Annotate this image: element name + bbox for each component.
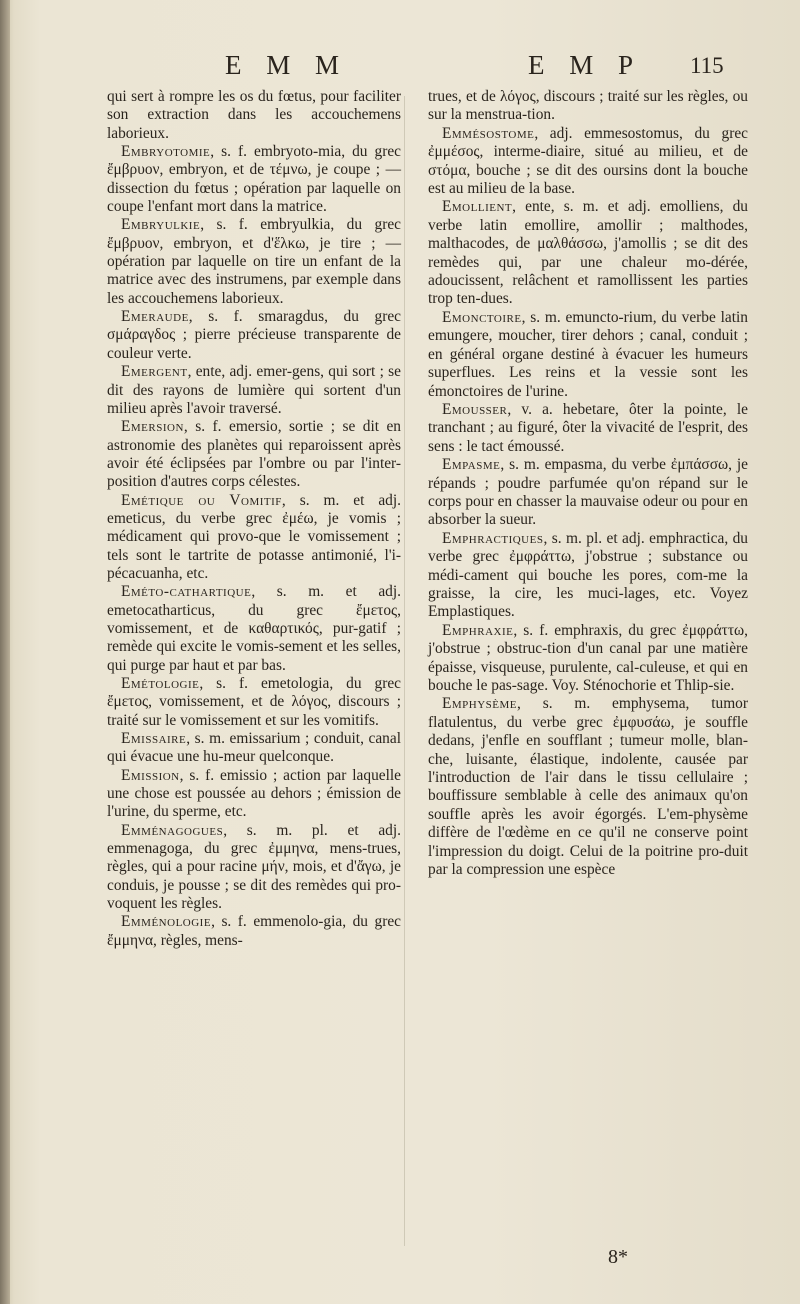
dictionary-entry [107, 675, 401, 730]
entry-text: , s. m. empasma, du verbe ἐμπάσσω, je répands ; poudre parfumée qu'on répand sur le corps pour en chasser la mauvaise odeur ou pour en absorber la sueur. [428, 456, 748, 529]
entry-text: , s. m. pl. et adj. emmenagoga, du grec ἐμμηνα, mens-trues, règles, qui a pour racine μήν, mois, et d'ἄγω, je conduis, je pousse ; se dit des remèdes qui pro-voquent les règles. [107, 821, 401, 913]
dictionary-entry [428, 695, 748, 879]
dictionary-entry [107, 913, 401, 950]
entry-text: , v. a. hebetare, ôter la pointe, le tranchant ; au figuré, ôter la vivacité de l'esprit, des sens : le tact émoussé. [428, 400, 748, 455]
entry-text: , s. m. emphysema, tumor flatulentus, du verbe grec ἐμφυσάω, je souffle dedans, j'enfle en soufflant ; tumeur molle, blan-che, luisante, élastique, indolente, causée par l'introduction de l'air dans le tissu cellulaire ; bouffissure semblable à celle des animaux qu'on souffle après les avoir égorgés. L'em-physème diffère de l'œdème en ce qu'il ne conserve point l'impression du doigt. Celui de la poitrine pro-duit par la compression une espèce [428, 695, 748, 879]
dictionary-entry [107, 767, 401, 822]
entry-text: , s. f. embryulkia, du grec ἔμβρυον, embryon, et d'ἕλκω, je tire ; — opération par laquelle on tire un enfant de la matrice avec des instrumens, par exemple dans les accouchemens laborieux. [107, 216, 401, 307]
dictionary-entry: trues, et de λόγος, discours ; traité sur les règles, ou sur la menstrua-tion. [428, 88, 748, 124]
entry-text: , s. f. emphraxis, du grec ἐμφράττω, j'obstrue ; obstruc-tion d'un canal par une matière épaisse, visqueuse, purulente, cal-culeuse, et qui en bouche le pas-sage. Voy. Sténochorie et Thlip-sie. [428, 621, 748, 694]
dictionary-entry [107, 418, 401, 491]
entry-headword: Emphraxie [442, 621, 514, 639]
dictionary-entry [107, 583, 401, 675]
entry-headword: Emétique ou Vomitif [121, 491, 282, 509]
dictionary-entry [107, 216, 401, 308]
dictionary-entry [107, 308, 401, 363]
dictionary-entry [428, 622, 748, 696]
entry-headword: Embryulkie [121, 216, 201, 234]
entry-headword: Embryotomie [121, 143, 211, 161]
entry-text: , ente, s. m. et adj. emolliens, du verbe latin emollire, amollir ; malthodes, malthacodes, de μαλθάσσω, j'amollis ; se dit des remèdes qui, par une chaleur mo-dérée, adoucissent, relâchent et ramollissent les parties trop ten-dues. [428, 198, 748, 308]
entry-headword: Emission [121, 766, 180, 784]
entry-headword: Emissaire [121, 730, 187, 748]
entry-text: , s. f. emissio ; action par laquelle une chose est poussée au dehors ; émission de l'urine, du sperme, etc. [107, 766, 401, 821]
book-spine [0, 0, 10, 1304]
entry-text: , s. f. embryoto-mia, du grec ἔμβρυον, embryon, et de τέμνω, je coupe ; — dissection du fœtus ; opération par laquelle on coupe l'enfant mort dans la matrice. [107, 143, 401, 216]
dictionary-entry [107, 363, 401, 418]
page-number: 115 [690, 53, 724, 78]
entry-text: , s. m. et adj. emetocatharticus, du grec ἔμετος, vomissement, et de καθαρτικός, pur-gatif ; remède qui excite le vomis-sement et les selles, qui purge par haut et par bas. [107, 583, 401, 674]
entry-text: , s. m. emissarium ; conduit, canal qui évacue une hu-meur quelconque. [107, 730, 401, 766]
left-column [107, 88, 401, 950]
entry-text: , s. m. pl. et adj. emphractica, du verbe grec ἐμφράττω, j'obstrue ; substance ou médi-cament qui bouche les pores, com-me la graisse, la cire, les muci-lages, etc. Voyez Emplastiques. [428, 529, 748, 621]
running-head-right: E M P [528, 50, 643, 80]
entry-text: , s. m. et adj. emeticus, du verbe grec ἐμέω, je vomis ; médicament qui provo-que le vomissement ; tels sont le tartrite de potasse antimonié, l'i-pécacuanha, etc. [107, 491, 402, 582]
dictionary-entry [428, 125, 748, 199]
column-divider [404, 96, 405, 1246]
dictionary-entry [107, 492, 401, 584]
entry-text: , s. f. smaragdus, du grec σμάραγδος ; pierre précieuse transparente de couleur verte. [107, 308, 401, 362]
running-head-left: E M M [225, 50, 349, 80]
entry-headword: Emétologie [121, 675, 200, 692]
entry-headword: Emphysème [442, 695, 518, 713]
dictionary-entry: qui sert à rompre les os du fœtus, pour faciliter son extraction dans les accouchemens laborieux. [107, 88, 401, 142]
entry-headword: Emollient [442, 198, 513, 216]
dictionary-entry [428, 456, 748, 530]
entry-headword: Emphractiques [442, 529, 544, 547]
entry-headword: Emersion [121, 418, 184, 436]
entry-text: , s. f. emmenolo-gia, du grec ἔμμηνα, règles, mens- [107, 913, 401, 949]
right-column [428, 88, 748, 879]
dictionary-entry [428, 530, 748, 622]
dictionary-entry [428, 401, 748, 456]
signature-mark: 8* [608, 1246, 628, 1268]
entry-headword: Emousser [442, 400, 508, 418]
entry-headword: Emmésostome [442, 124, 535, 142]
entry-text: , adj. emmesostomus, du grec ἐμμέσος, interme-diaire, situé au milieu, et de στόμα, bouche ; se dit des oursins dont la bouche est au milieu de la base. [428, 124, 748, 198]
dictionary-entry [107, 730, 401, 767]
entry-text: , s. f. emetologia, du grec ἔμετος, vomissement, et de λόγος, discours ; traité sur le vomissement et sur les vomitifs. [107, 675, 401, 729]
entry-text: , ente, adj. emer-gens, qui sort ; se dit des rayons de lumière qui sortent d'un milieu après l'avoir traversé. [107, 363, 401, 417]
entry-headword: Eméto-cathartique [121, 583, 252, 601]
dictionary-entry [428, 198, 748, 308]
entry-text: , s. m. emuncto-rium, du verbe latin emungere, moucher, tirer dehors ; canal, conduit ; en général organe destiné à évacuer les humeurs superflues. Les reins et la vessie sont les émonctoires de l'urine. [428, 308, 748, 400]
entry-headword: Empasme [442, 456, 501, 474]
entry-headword: Emeraude [121, 308, 189, 326]
entry-headword: Emménagogues [121, 821, 224, 839]
entry-headword: Emménologie [121, 913, 212, 931]
entry-headword: Emonctoire [442, 308, 522, 326]
dictionary-entry [107, 822, 401, 914]
entry-text: , s. f. emersio, sortie ; se dit en astronomie des planètes qui reparoissent après avoir été éclipsées par l'ombre ou par l'inter-position d'autres corps célestes. [107, 418, 401, 491]
dictionary-entry [107, 143, 401, 216]
entry-headword: Emergent [121, 363, 188, 381]
dictionary-entry [428, 309, 748, 401]
